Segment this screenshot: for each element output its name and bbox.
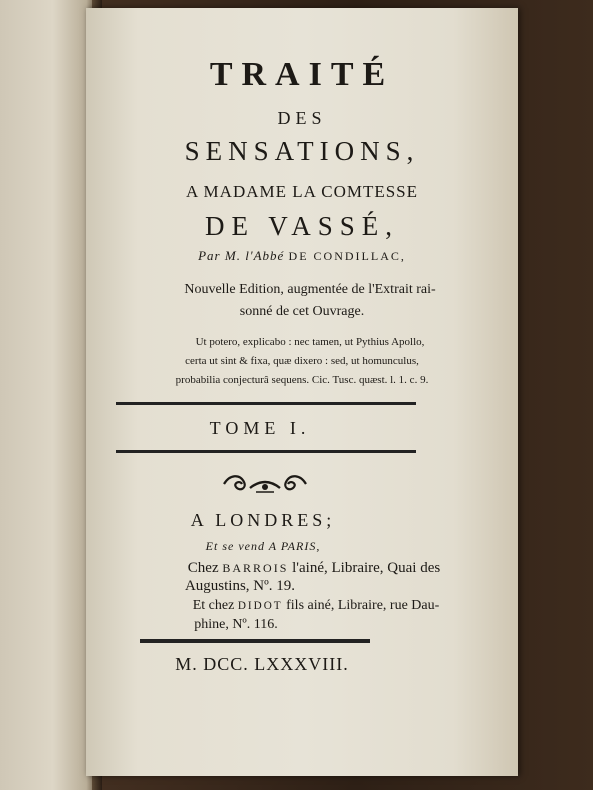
title-page	[86, 8, 518, 776]
fleuron-icon	[220, 472, 310, 496]
rule-above-date	[140, 639, 370, 643]
volume-label: TOME I.	[209, 418, 311, 438]
facing-page	[0, 0, 96, 790]
bookseller-didot-prefix: Et chez	[192, 598, 235, 613]
author-line	[86, 248, 518, 264]
bookseller-barrois-rest: l'ainé, Libraire, Quai des	[292, 560, 441, 576]
bookseller-didot-name: DIDOT	[237, 600, 283, 612]
edition-line-2: sonné de cet Ouvrage.	[239, 304, 365, 319]
title-sensations: SENSATIONS,	[184, 136, 420, 166]
book-title: TRAITÉ	[209, 56, 395, 93]
edition-line-1: Nouvelle Edition, augmentée de l'Extrait rai-	[184, 282, 436, 297]
epigraph-line-1: Ut potero, explicabo : nec tamen, ut Pythius Apollo,	[195, 336, 425, 348]
bookseller-barrois-name: BARROIS	[222, 561, 289, 575]
author-name: DE CONDILLAC,	[288, 249, 406, 263]
rule-above-volume	[116, 402, 416, 405]
dedicatee-name: DE VASSÉ,	[204, 211, 400, 241]
epigraph-line-3: probabilia conjecturâ sequens. Cic. Tusc. quæst. l. 1. c. 9.	[175, 374, 429, 386]
title-des: DES	[277, 108, 327, 128]
dedication-line: A MADAME LA COMTESSE	[185, 182, 419, 201]
author-prefix: Par M. l'Abbé	[198, 248, 285, 263]
bookseller-didot-rest: fils ainé, Libraire, rue Dau-	[286, 598, 440, 613]
imprint-paris: Et se vend A PARIS,	[205, 539, 321, 553]
bookseller-barrois-line-1	[104, 560, 524, 577]
imprint-place: A LONDRES;	[190, 510, 336, 530]
rule-below-volume	[116, 450, 416, 453]
epigraph-line-2: certa ut sint & fixa, quæ dixero : sed, ut homunculus,	[185, 355, 419, 367]
publication-date: M. DCC. LXXXVIII.	[175, 654, 349, 674]
bookseller-barrois-line-2: Augustins, Nº. 19.	[184, 578, 296, 594]
bookseller-barrois-prefix: Chez	[187, 560, 219, 576]
bookseller-didot-line-2: phine, Nº. 116.	[194, 617, 278, 632]
bookseller-didot-line-1	[106, 598, 526, 614]
